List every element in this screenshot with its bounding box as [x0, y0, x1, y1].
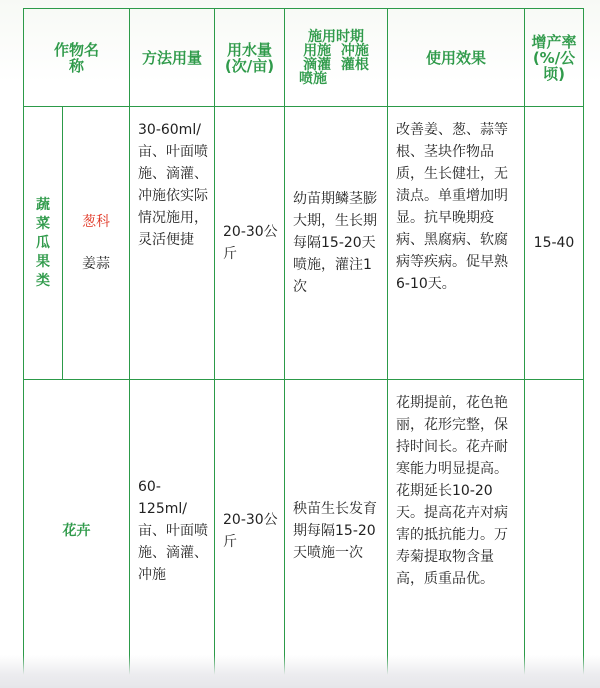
- crop-group-char: 瓜: [36, 234, 50, 251]
- crop-group-flowers: [24, 380, 130, 683]
- period-text: 秧苗生长发育期每隔15-20天喷施一次: [293, 501, 377, 561]
- water-cell: [215, 107, 285, 380]
- crop-group-char: 菜: [36, 215, 50, 232]
- crop-name-onion: 葱科: [82, 214, 110, 230]
- header-yield-label: 增产率(%/公顷): [531, 32, 577, 83]
- header-method-label: 方法用量: [141, 48, 202, 67]
- header-crop: [24, 9, 130, 107]
- effect-cell: [388, 380, 525, 683]
- header-usage-line4: 喷施: [299, 70, 327, 87]
- header-crop-label: 作物名称: [53, 40, 99, 75]
- method-cell: [130, 107, 215, 380]
- bottom-fade: [0, 655, 600, 688]
- header-usage-period: [285, 9, 388, 107]
- application-table: [23, 8, 584, 683]
- table-row-flowers: [24, 380, 584, 683]
- crop-group-flowers-label: 花卉: [62, 523, 91, 539]
- water-text: 20-30公斤: [223, 512, 278, 550]
- period-cell: [285, 380, 388, 683]
- crop-group-char: 类: [36, 272, 50, 289]
- table-row-vegetables: [24, 107, 584, 380]
- method-text: 60-125ml/亩、叶面喷施、滴灌、冲施: [138, 479, 208, 583]
- header-effect-label: 使用效果: [425, 48, 486, 67]
- crop-names: [63, 107, 130, 380]
- header-water-label: 用水量(次/亩): [224, 40, 275, 75]
- header-usage-line2: 用施 冲施: [303, 42, 369, 59]
- water-text: 20-30公斤: [223, 224, 278, 262]
- yield-cell: [525, 380, 584, 683]
- header-method: [130, 9, 215, 107]
- crop-group-char: 果: [36, 253, 50, 270]
- effect-text: 花期提前，花色艳丽，花形完整，保持时间长。花卉耐寒能力明显提高。花期延长10-20天。提高花卉对病害的抵抗能力。万寿菊提取物含量高，质重品优。: [396, 395, 508, 587]
- yield-text: 15-40: [533, 235, 575, 251]
- effect-text: 改善姜、葱、蒜等根、茎块作物品质，生长健壮，无渍点。单重增加明显。抗早晚期疫病、黑腐病、软腐病等疾病。促早熟6-10天。: [396, 122, 508, 292]
- period-text: 幼苗期鳞茎膨大期，生长期每隔15-20天喷施，灌注1次: [293, 191, 377, 295]
- crop-name-ginger-garlic: 姜蒜: [82, 256, 110, 272]
- method-cell: [130, 380, 215, 683]
- yield-cell: [525, 107, 584, 380]
- method-text: 30-60ml/亩、叶面喷施、滴灌、冲施依实际情况施用，灵活便捷: [138, 122, 208, 248]
- header-usage-line3: 滴灌 灌根: [303, 56, 369, 73]
- effect-cell: [388, 107, 525, 380]
- crop-group-vegetables: [24, 107, 63, 380]
- header-row: [24, 9, 584, 107]
- header-yield: [525, 9, 584, 107]
- crop-group-char: 蔬: [36, 196, 50, 213]
- header-water: [215, 9, 285, 107]
- water-cell: [215, 380, 285, 683]
- header-usage-line1: 施用时期: [308, 28, 364, 45]
- period-cell: [285, 107, 388, 380]
- header-effect: [388, 9, 525, 107]
